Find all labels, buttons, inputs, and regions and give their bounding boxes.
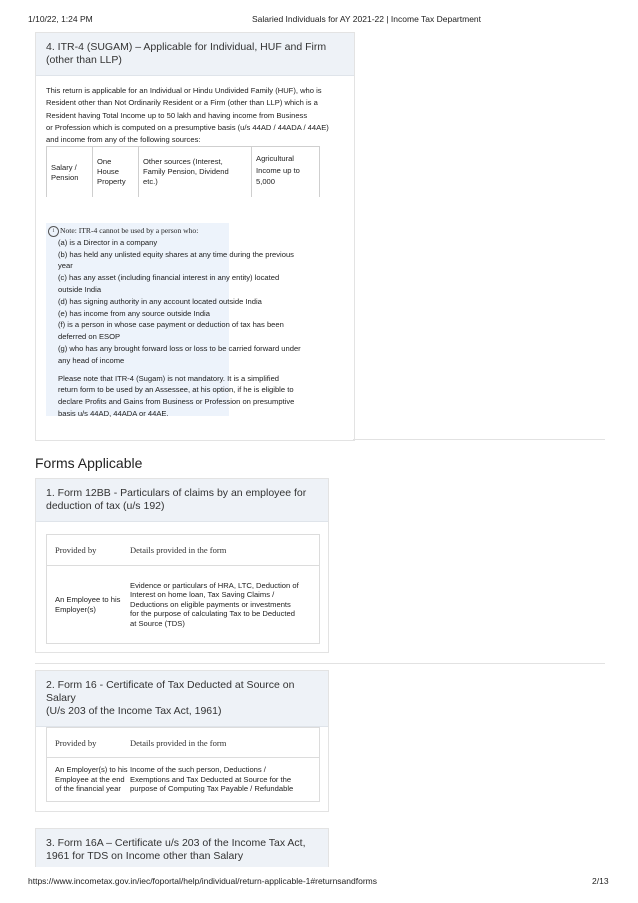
cell-line: An Employee to his <box>55 594 121 604</box>
cell-line: purpose of Computing Tax Payable / Refundable <box>130 784 294 794</box>
itr4-title-line1: 4. ITR-4 (SUGAM) – Applicable for Individual, HUF and Firm <box>46 41 327 53</box>
note-line: year <box>58 261 73 271</box>
desc-line: and income from any of the following sources: <box>46 135 201 145</box>
table-header-row <box>47 535 319 566</box>
cell-line: Employee at the end <box>55 774 125 784</box>
table-header-row <box>47 728 319 758</box>
cell-line: Salary / <box>51 163 77 172</box>
itr4-description <box>46 85 346 146</box>
title-line: deduction of tax (u/s 192) <box>46 500 165 512</box>
itr4-note <box>48 225 338 420</box>
title-line: 2. Form 16 - Certificate of Tax Deducted at Source on Salary <box>46 679 295 704</box>
cell-line: Family Pension, Dividend <box>143 167 229 176</box>
cell-line: Income of the such person, Deductions / <box>130 765 266 775</box>
desc-line: This return is applicable for an Individual or Hindu Undivided Family (HUF), who is <box>46 86 322 95</box>
col-details: Details provided in the form <box>130 737 227 748</box>
title-line: 3. Form 16A – Certificate u/s 203 of the Income Tax Act, <box>46 837 306 849</box>
desc-line: Resident other than Not Ordinarily Resident or a Firm (other than LLP) which is a <box>46 98 318 108</box>
note-line: outside India <box>58 284 102 294</box>
source-other <box>139 147 252 197</box>
cell-line: Employer(s) <box>55 604 96 614</box>
cell-line: Deductions on eligible payments or investments <box>130 599 291 609</box>
cell-line: of the financial year <box>55 784 121 794</box>
title-line: 1. Form 12BB - Particulars of claims by an employee for <box>46 487 307 499</box>
note-line: (g) who has any brought forward loss or loss to be carried forward under <box>58 343 301 353</box>
print-page-number: 2/13 <box>592 876 609 886</box>
note-line: (b) has held any unlisted equity shares at any time during the previous <box>58 249 294 259</box>
itr4-card <box>35 32 355 441</box>
cell-line: for the purpose of calculating Tax to be Deducted <box>130 609 295 619</box>
cell-line: Agricultural <box>256 154 294 163</box>
title-line: (U/s 203 of the Income Tax Act, 1961) <box>46 705 222 717</box>
print-page-title: Salaried Individuals for AY 2021-22 | Income Tax Department <box>252 14 482 24</box>
note-para-line: declare Profits and Gains from Business or Profession on presumptive <box>58 397 295 407</box>
print-url: https://www.incometax.gov.in/iec/foportal/help/individual/return-applicable-1#returnsandforms <box>28 876 377 886</box>
provided-by-cell <box>47 765 130 794</box>
cell-line: Property <box>97 177 126 186</box>
form16a-card <box>35 828 329 867</box>
source-house-property <box>93 147 139 197</box>
details-cell <box>130 581 319 629</box>
form12bb-card <box>35 478 329 653</box>
print-datetime: 1/10/22, 1:24 PM <box>28 14 93 24</box>
note-para-line: return form to be used by an Assessee, at his option, if he is eligible to <box>58 385 294 395</box>
form16a-title[interactable] <box>36 829 328 867</box>
itr4-card-title[interactable] <box>36 33 354 76</box>
cell-line: at Source (TDS) <box>130 618 185 628</box>
title-line: 1961 for TDS on Income other than Salary <box>46 850 244 862</box>
col-provided-by: Provided by <box>55 545 97 555</box>
provided-by-cell <box>47 595 130 614</box>
cell-line: House <box>97 167 119 176</box>
source-salary-pension <box>47 147 93 197</box>
note-para-line: Please note that ITR-4 (Sugam) is not mandatory. It is a simplified <box>58 373 280 383</box>
table-row <box>47 566 319 643</box>
note-line: deferred on ESOP <box>58 332 121 342</box>
col-provided-by: Provided by <box>55 737 97 748</box>
form16-title[interactable] <box>36 671 328 727</box>
cell-line: etc.) <box>143 177 158 186</box>
cell-line: Exemptions and Tax Deducted at Source for the <box>130 774 292 784</box>
form12bb-title[interactable] <box>36 479 328 522</box>
cell-line: Income up to <box>256 165 300 175</box>
note-line: (f) is a person in whose case payment or deduction of tax has been <box>58 320 284 330</box>
forms-applicable-heading: Forms Applicable <box>35 455 143 471</box>
cell-line: Other sources (Interest, <box>143 157 223 166</box>
cell-line: 5,000 <box>256 177 276 186</box>
cell-line: Pension <box>51 173 79 182</box>
itr4-title-line2: (other than LLP) <box>46 54 122 66</box>
desc-line: or Profession which is computed on a presumptive basis (u/s 44AD / 44ADA / 44AE) <box>46 122 329 132</box>
details-cell <box>130 765 319 794</box>
cell-line: Interest on home loan, Tax Saving Claims / <box>130 590 275 600</box>
income-sources-table <box>46 146 320 197</box>
note-line: (d) has signing authority in any account located outside India <box>58 296 262 306</box>
form16-table <box>46 727 320 802</box>
table-row <box>47 758 319 801</box>
cell-line: An Employer(s) to his <box>55 765 128 775</box>
form12bb-table <box>46 534 320 644</box>
desc-line: Resident having Total Income up to 50 lakh and having income from Business <box>46 110 308 120</box>
col-details: Details provided in the form <box>130 545 227 555</box>
note-line: (c) has any asset (including financial interest in any entity) located <box>58 273 280 283</box>
divider <box>353 439 605 440</box>
note-para-line: basis u/s 44AD, 44ADA or 44AE. <box>58 408 169 418</box>
divider <box>35 663 605 664</box>
source-agricultural <box>252 147 319 197</box>
cell-line: Evidence or particulars of HRA, LTC, Deduction of <box>130 580 299 590</box>
note-line: (e) has income from any source outside India <box>58 308 210 318</box>
note-line: (a) is a Director in a company <box>58 237 158 247</box>
note-line: any head of income <box>58 355 125 365</box>
cell-line: One <box>97 157 112 166</box>
info-icon: i <box>48 226 59 237</box>
form16-card <box>35 670 329 812</box>
note-paragraph <box>48 373 338 420</box>
note-intro: Note: ITR-4 cannot be used by a person who: <box>60 226 199 235</box>
